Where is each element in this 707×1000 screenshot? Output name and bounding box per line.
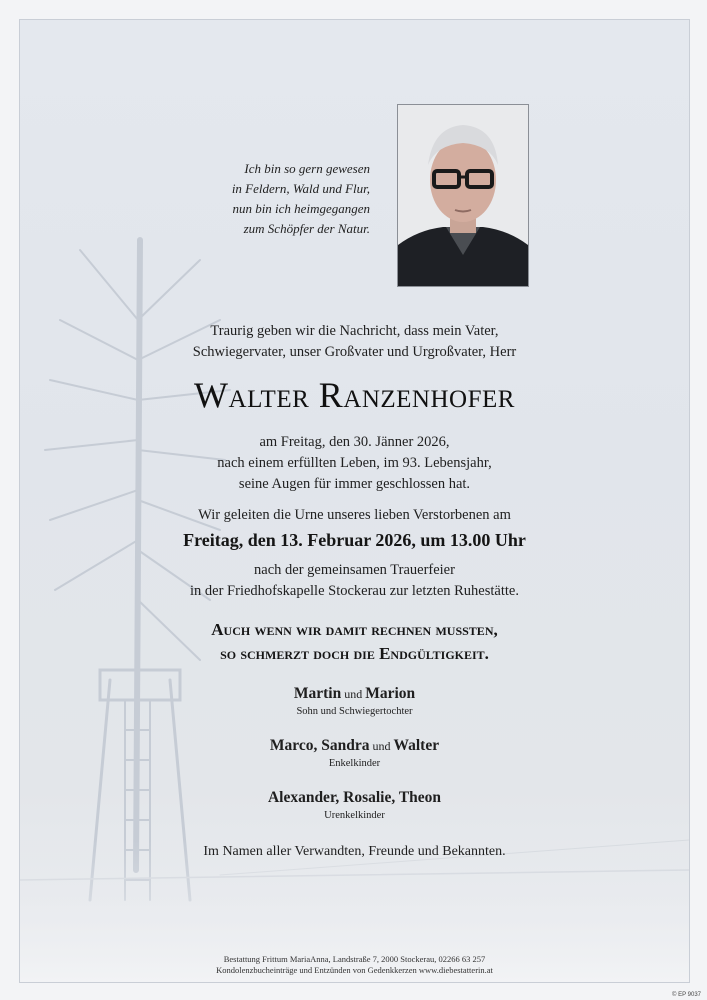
mourning-quote	[20, 618, 689, 666]
details-line: am Freitag, den 30. Jänner 2026,	[259, 434, 450, 450]
mourner-name-b: Walter	[393, 737, 440, 754]
footer-address: Bestattung Frittum MariaAnna, Landstraße 7, 2000 Stockerau, 02266 63 257	[223, 954, 486, 964]
mourner-relation: Sohn und Schwiegertochter	[296, 706, 413, 717]
announcement-intro	[20, 321, 689, 363]
mourner-group	[20, 788, 689, 824]
quote-line: so schmerzt doch die Endgültigkeit.	[220, 644, 489, 663]
mourner-relation: Urenkelkinder	[324, 810, 385, 821]
closing-line: Im Namen aller Verwandten, Freunde und Bekannten.	[203, 844, 506, 859]
funeral-home-footer	[20, 954, 689, 976]
poem-line: nun bin ich heimgegangen	[232, 201, 370, 216]
after-line: nach der gemeinsamen Trauerfeier	[254, 562, 455, 578]
mourner-group	[20, 736, 689, 772]
details-line: nach einem erfüllten Leben, im 93. Lebensjahr,	[217, 455, 492, 471]
portrait-photo	[397, 104, 529, 287]
death-details	[20, 432, 689, 495]
mourner-names	[20, 788, 689, 808]
mourner-name-a: Martin	[293, 685, 342, 702]
mourner-name-a: Marco, Sandra	[269, 737, 370, 754]
mourner-relation: Enkelkinder	[328, 758, 381, 769]
quote-line: Auch wenn wir damit rechnen mussten,	[211, 620, 498, 639]
poem-line: Ich bin so gern gewesen	[244, 161, 370, 176]
mourner-name-a: Alexander, Rosalie, Theon	[267, 789, 442, 806]
poem-line: in Feldern, Wald und Flur,	[231, 181, 370, 196]
mourner-conjunction: und	[341, 687, 366, 701]
portrait-photo-image	[398, 105, 528, 286]
mourner-group	[20, 684, 689, 720]
escort-line: Wir geleiten die Urne unseres lieben Verstorbenen am	[198, 507, 511, 523]
poem-line: zum Schöpfer der Natur.	[243, 221, 370, 236]
copyright-mark: © EP 9037	[672, 992, 701, 998]
funeral-location	[20, 560, 689, 602]
mourner-names	[20, 736, 689, 756]
funeral-date: Freitag, den 13. Februar 2026, um 13.00 Uhr	[183, 530, 526, 550]
deceased-name: Walter Ranzenhofer	[194, 375, 515, 415]
poem	[190, 159, 370, 239]
intro-line: Traurig geben wir die Nachricht, dass mein Vater,	[210, 323, 499, 339]
mourner-names	[20, 684, 689, 704]
mourner-name-b: Marion	[365, 685, 416, 702]
mourner-conjunction: und	[369, 739, 394, 753]
intro-line: Schwiegervater, unser Großvater und Urgroßvater, Herr	[192, 344, 517, 360]
footer-website: Kondolenzbucheinträge und Entzünden von Gedenkkerzen www.diebestatterin.at	[216, 965, 493, 975]
after-line: in der Friedhofskapelle Stockerau zur letzten Ruhestätte.	[190, 583, 519, 599]
obituary-card	[19, 19, 690, 983]
details-line: seine Augen für immer geschlossen hat.	[238, 476, 471, 492]
